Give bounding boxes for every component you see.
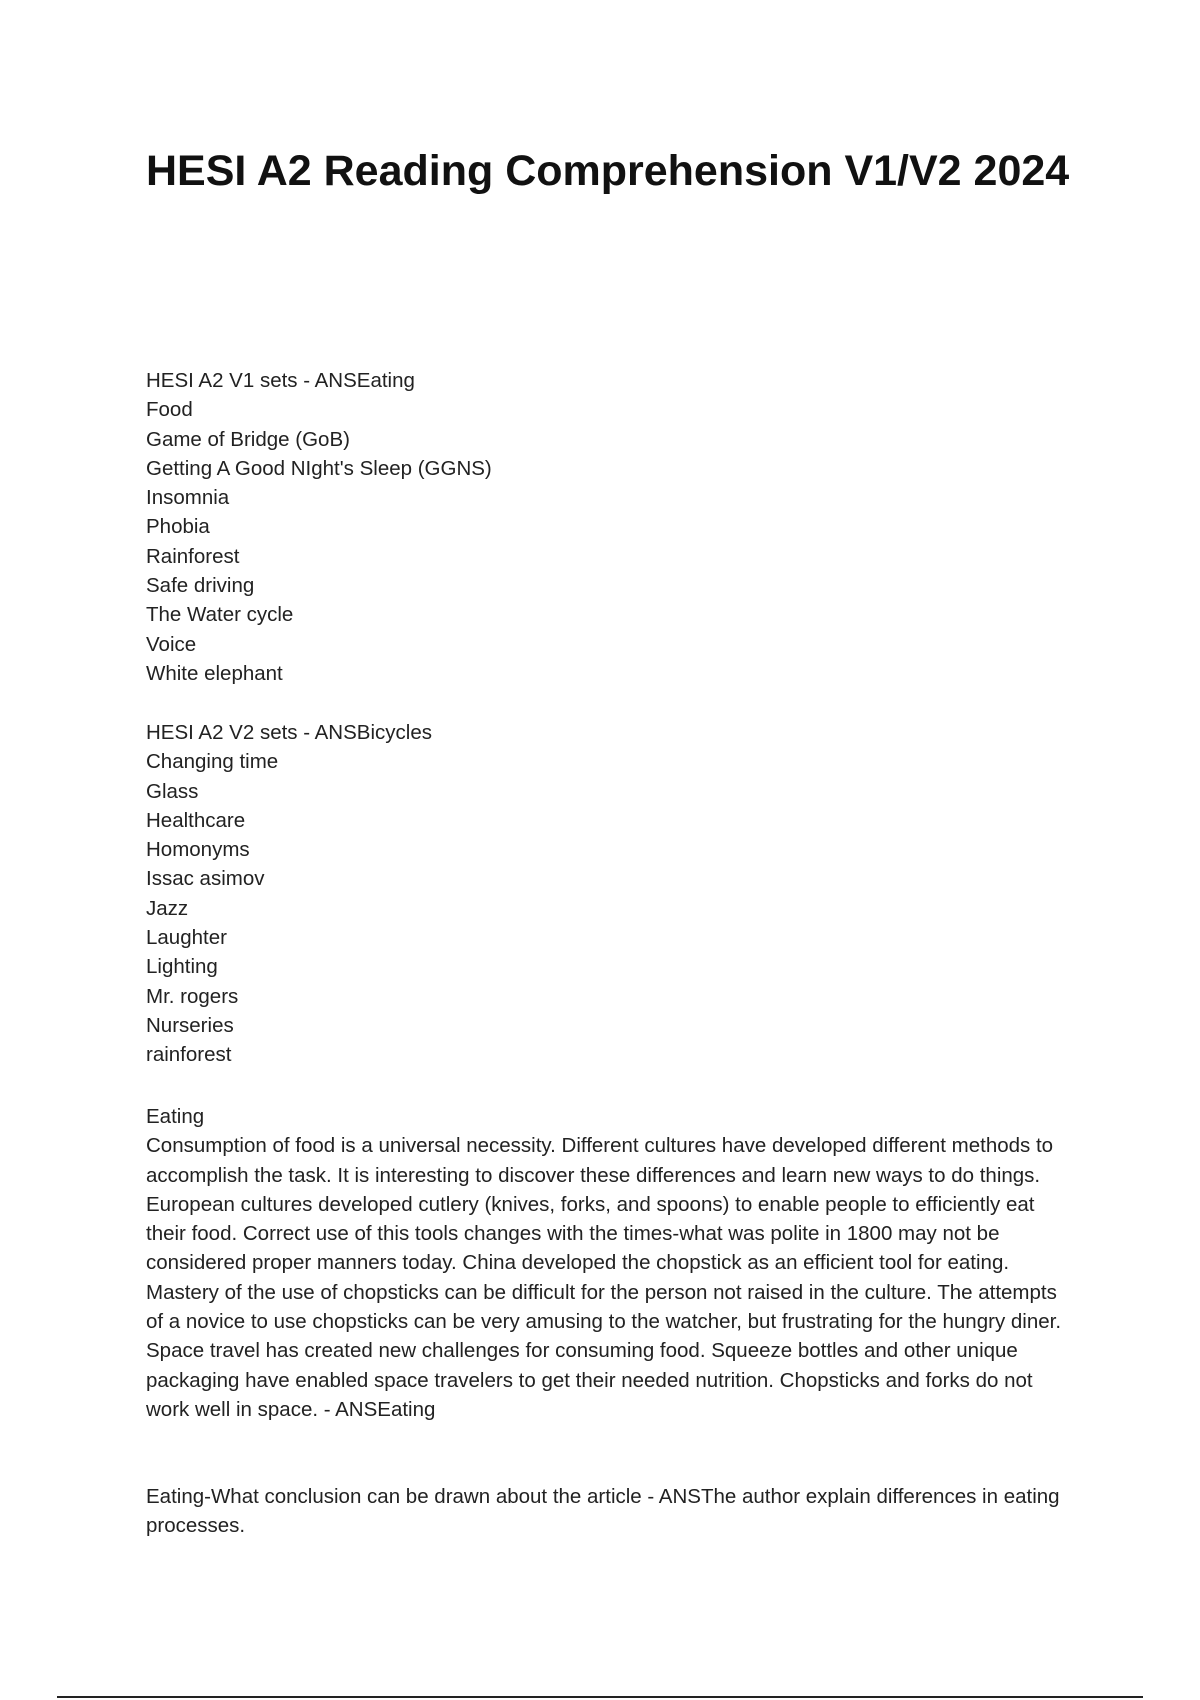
list-item: Changing time — [146, 750, 279, 774]
question-section — [146, 1482, 1066, 1541]
list-item: Food — [146, 398, 193, 422]
page-title: HESI A2 Reading Comprehension V1/V2 2024 — [146, 147, 1070, 195]
list-item: Insomnia — [146, 486, 230, 510]
eating-section — [146, 1102, 1066, 1424]
list-item: White elephant — [146, 661, 283, 685]
list-item: Rainforest — [146, 544, 240, 568]
v1-sets-header: HESI A2 V1 sets - ANSEating — [146, 369, 415, 392]
footer-divider — [57, 1696, 1143, 1698]
v1-sets-section — [146, 366, 1066, 688]
list-item: Issac asimov — [146, 867, 265, 891]
list-item: The Water cycle — [146, 603, 294, 627]
v2-sets-section — [146, 718, 1066, 1070]
list-item: Mr. rogers — [146, 984, 239, 1008]
list-item: Safe driving — [146, 574, 255, 598]
eating-passage: Consumption of food is a universal necessity. Different cultures have developed different methods to accomplish the task. It is interesting to discover these differences and learn new ways to do things. European cultures developed cutlery (knives, forks, and spoons) to enable people to efficiently eat their food. Correct use of this tools changes with the times-what was polite in 1800 may not be considered proper manners today. China developed the chopstick as an efficient tool for eating. Mastery of the use of chopsticks can be difficult for the person not raised in the culture. The attempts of a novice to use chopsticks can be very amusing to the watcher, but frustrating for the hungry diner. Space travel has created new challenges for consuming food. Squeeze bottles and other unique packaging have enabled space travelers to get their needed nutrition. Chopsticks and forks do not work well in space. - ANSEating — [146, 1134, 1062, 1421]
list-item: Voice — [146, 632, 197, 656]
list-item: Glass — [146, 779, 199, 803]
list-item: rainforest — [146, 1043, 232, 1067]
list-item: Getting A Good NIght's Sleep (GGNS) — [146, 456, 492, 480]
list-item: Jazz — [146, 896, 189, 920]
list-item: Laughter — [146, 926, 227, 950]
list-item: Homonyms — [146, 838, 250, 862]
list-item: Game of Bridge (GoB) — [146, 427, 350, 451]
list-item: Phobia — [146, 515, 210, 539]
v2-sets-header: HESI A2 V2 sets - ANSBicycles — [146, 721, 432, 744]
list-item: Healthcare — [146, 808, 246, 832]
question-text: Eating-What conclusion can be drawn about the article - ANSThe author explain differences in eating processes. — [146, 1485, 1060, 1538]
list-item: Lighting — [146, 955, 218, 979]
list-item: Nurseries — [146, 1013, 234, 1037]
eating-heading: Eating — [146, 1105, 205, 1128]
